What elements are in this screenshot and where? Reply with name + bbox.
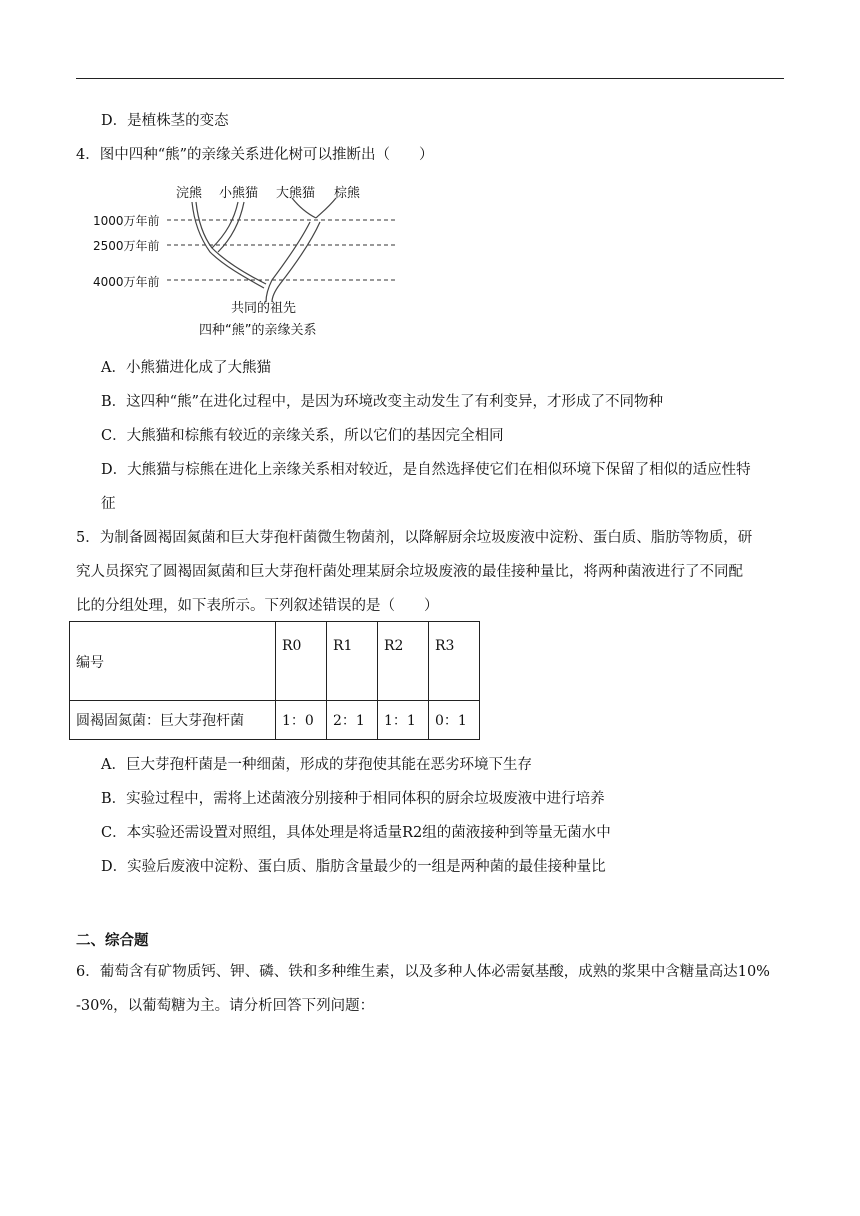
time-label: 1000万年前	[93, 214, 160, 228]
q4-option-a: A．小熊猫进化成了大熊猫	[101, 360, 271, 376]
q4-option-d: D．大熊猫与棕熊在进化上亲缘关系相对较近，是自然选择使它们在相似环境下保留了相似的适应性特	[101, 462, 751, 478]
section-title: 二、综合题	[76, 932, 149, 949]
branch-brown-bear	[316, 198, 336, 218]
branch-raccoon	[196, 202, 266, 284]
branch-giant-panda	[292, 198, 316, 218]
q5-option-a: A．巨大芽孢杆菌是一种细菌，形成的芽孢使其能在恶劣环境下生存	[101, 757, 532, 773]
q4-stem: 4．图中四种“熊”的亲缘关系进化树可以推断出（ ）	[76, 147, 434, 163]
table-header-label: 编号	[70, 622, 276, 701]
branch-bear-clade-inner	[272, 222, 320, 302]
q5-option-b: B．实验过程中，需将上述菌液分别接种于相同体积的厨余垃圾废液中进行培养	[101, 791, 605, 807]
table-header-cell: R3	[429, 622, 480, 701]
bear-phylogeny-figure	[88, 180, 418, 342]
header-rule	[76, 78, 784, 79]
table-header-cell: R2	[378, 622, 429, 701]
table-cell: 0：1	[429, 701, 480, 740]
branch-red-panda	[212, 202, 238, 248]
q5-option-c: C．本实验还需设置对照组，具体处理是将适量R2组的菌液接种到等量无菌水中	[101, 825, 611, 841]
time-label: 2500万年前	[93, 239, 160, 253]
table-header-cell: R0	[276, 622, 327, 701]
animal-label: 小熊猫	[219, 186, 259, 201]
table-cell: 2：1	[327, 701, 378, 740]
q4-option-d-cont: 征	[101, 496, 116, 512]
figure-caption: 四种“熊”的亲缘关系	[199, 323, 317, 338]
q6-stem-1: 6．葡萄含有矿物质钙、钾、磷、铁和多种维生素，以及多种人体必需氨基酸，成熟的浆果中含糖量高达10%	[76, 964, 770, 980]
q5-option-d: D．实验后废液中淀粉、蛋白质、脂肪含量最少的一组是两种菌的最佳接种量比	[101, 859, 606, 875]
q4-option-c: C．大熊猫和棕熊有较近的亲缘关系，所以它们的基因完全相同	[101, 428, 504, 444]
q5-stem-2: 究人员探究了圆褐固氮菌和巨大芽孢杆菌处理某厨余垃圾废液的最佳接种量比，将两种菌液进行了不同配	[76, 564, 743, 580]
q5-stem-3: 比的分组处理，如下表所示。下列叙述错误的是（ ）	[76, 598, 439, 614]
table-header-cell: R1	[327, 622, 378, 701]
table-row-label: 圆褐固氮菌：巨大芽孢杆菌	[70, 701, 276, 740]
table-cell: 1：1	[378, 701, 429, 740]
table-row	[70, 701, 480, 740]
q4-option-b: B．这四种“熊”在进化过程中，是因为环境改变主动发生了有利变异，才形成了不同物种	[101, 394, 663, 410]
q5-stem-1: 5．为制备圆褐固氮菌和巨大芽孢杆菌微生物菌剂，以降解厨余垃圾废液中淀粉、蛋白质、脂肪等物质，研	[76, 530, 753, 546]
animal-label: 浣熊	[176, 186, 203, 201]
table-header-row	[70, 622, 480, 701]
time-label: 4000万年前	[93, 275, 160, 289]
table-cell: 1：0	[276, 701, 327, 740]
q6-stem-2: -30%，以葡萄糖为主。请分析回答下列问题：	[76, 998, 375, 1014]
q5-table	[69, 621, 480, 740]
animal-label: 大熊猫	[276, 186, 316, 201]
animal-label: 棕熊	[334, 186, 361, 201]
branch-bear-clade	[266, 222, 310, 302]
q3-option-d: D．是植株茎的变态	[101, 113, 229, 129]
ancestor-label: 共同的祖先	[231, 301, 297, 316]
